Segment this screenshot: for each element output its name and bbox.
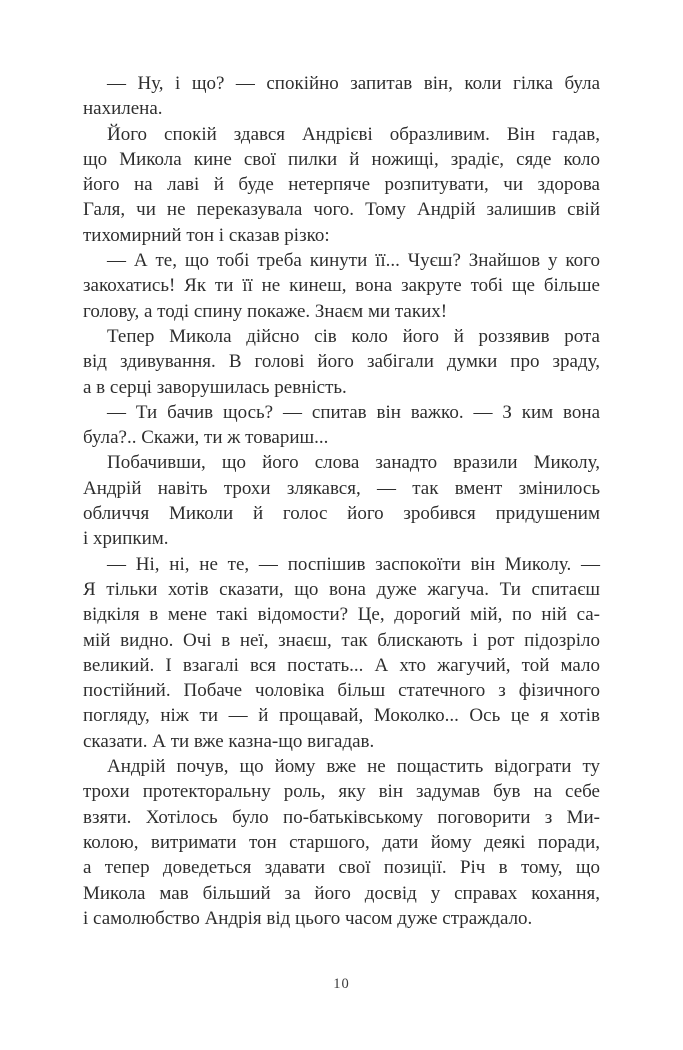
text-line: трохи протекторальну роль, яку він задумав був на себе — [83, 781, 600, 803]
text-line: великий. І взагалі вся постать... А хто жагучий, той мало — [83, 654, 600, 676]
paragraph — [83, 248, 600, 324]
text-line: сказати. А ти вже казна-що вигадав. — [83, 730, 375, 752]
text-line: була?.. Скажи, ти ж товариш... — [83, 427, 329, 449]
text-line: погляду, ніж ти — й прощавай, Моколко... Ось це я хотів — [83, 705, 600, 727]
text-line: закохатись! Як ти її не кинеш, вона закруте тобі ще більше — [83, 275, 600, 297]
text-line: Тепер Микола дійсно сів коло його й роззявив рота — [107, 325, 600, 347]
text-line: — Ні, ні, не те, — поспішив заспокоїти він Миколу. — — [107, 553, 600, 575]
paragraph — [83, 71, 600, 122]
text-line: постійний. Побаче чоловіка більш статечного з фізичного — [83, 680, 600, 702]
text-line: і самолюбство Андрія від цього часом дуже страждало. — [83, 907, 533, 929]
text-line: а тепер доведеться здавати свої позиції. Річ в тому, що — [83, 857, 600, 879]
paragraph — [83, 400, 600, 451]
text-line: — А те, що тобі треба кинути її... Чуєш? Знайшов у кого — [107, 250, 600, 272]
text-line: нахилена. — [83, 98, 163, 120]
text-line: а в серці заворушилась ревність. — [83, 376, 347, 398]
paragraph — [83, 552, 600, 754]
text-line: колою, витримати тон старшого, дати йому деякі поради, — [83, 831, 600, 853]
text-line: його на лаві й буде нетерпяче розпитувати, чи здорова — [83, 174, 600, 196]
page-number: 10 — [333, 976, 350, 992]
paragraph — [83, 754, 600, 931]
text-line: голову, а тоді спину покаже. Знаєм ми таких! — [83, 300, 448, 322]
paragraph — [83, 450, 600, 551]
paragraph — [83, 324, 600, 400]
text-line: Галя, чи не переказувала чого. Тому Андрій залишив свій — [83, 199, 600, 221]
text-line: тихомирний тон і сказав різко: — [83, 224, 330, 246]
text-line: обличчя Миколи й голос його зробився придушеним — [83, 503, 600, 525]
text-line: відкіля в мене такі відомости? Це, дорогий мій, по ній са- — [83, 604, 600, 626]
text-line: Андрій навіть трохи злякався, — так вмент змінилось — [83, 477, 600, 499]
text-line: Його спокій здався Андрієві образливим. Він гадав, — [107, 123, 600, 145]
text-line: Андрій почув, що йому вже не пощастить відограти ту — [107, 756, 600, 778]
text-line: від здивування. В голові його забігали думки про зраду, — [83, 351, 600, 373]
text-line: Микола мав більший за його досвід у справах кохання, — [83, 882, 600, 904]
text-line: Я тільки хотів сказати, що вона дуже жагуча. Ти спитаєш — [83, 578, 600, 600]
text-line: що Микола кине свої пилки й ножищі, зрадіє, сяде коло — [83, 148, 600, 170]
text-block — [83, 71, 600, 931]
text-line: мій видно. Очі в неї, знаєш, так блискають і рот підозріло — [83, 629, 600, 651]
paragraph — [83, 122, 600, 248]
text-line: — Ти бачив щось? — спитав він важко. — З ким вона — [107, 401, 600, 423]
text-line: — Ну, і що? — спокійно запитав він, коли гілка була — [107, 73, 600, 94]
text-line: взяти. Хотілось було по-батьківському поговорити з Ми- — [83, 806, 600, 828]
text-line: Побачивши, що його слова занадто вразили Миколу, — [107, 452, 600, 474]
text-line: і хрипким. — [83, 528, 169, 550]
